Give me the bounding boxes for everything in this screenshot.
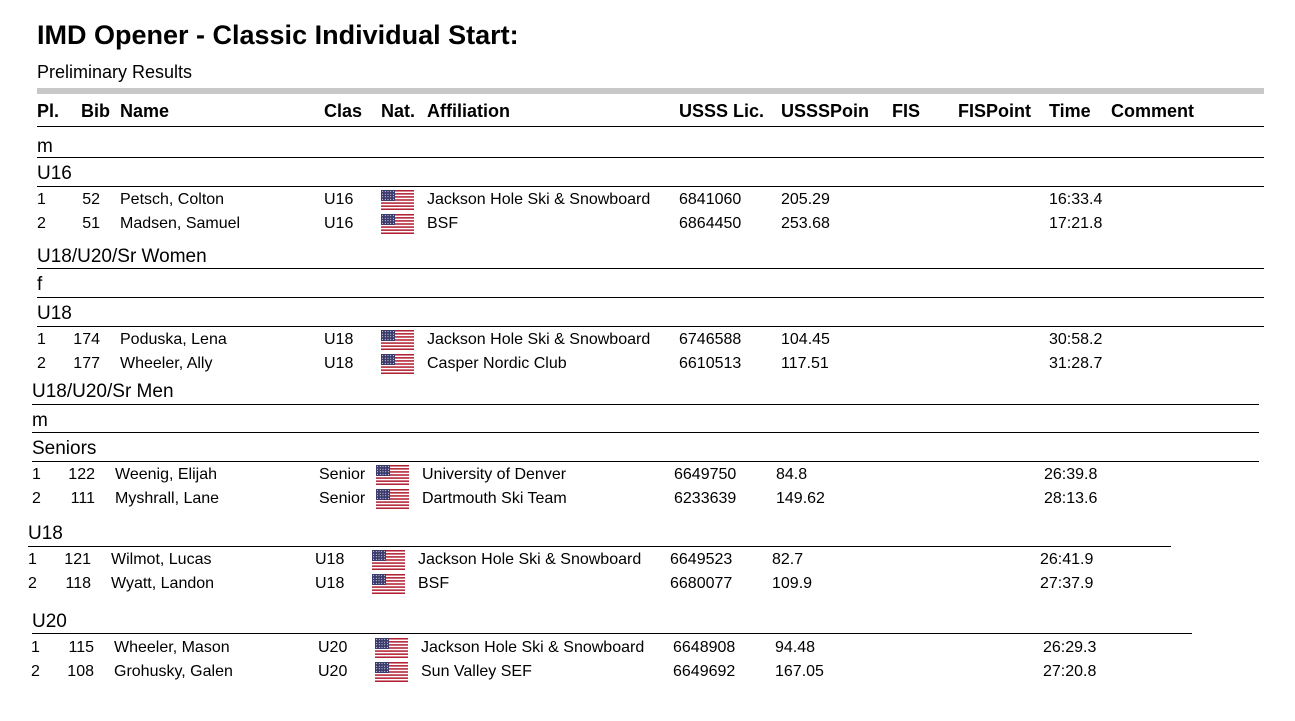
row-name: Weenig, Elijah [115, 466, 217, 483]
us-flag-icon [375, 662, 408, 682]
row-place: 2 [37, 215, 46, 232]
header-pl: Pl. [37, 101, 60, 121]
row-name: Grohusky, Galen [114, 663, 233, 680]
group-label: U16 [37, 163, 72, 184]
row-bib: 177 [73, 355, 100, 372]
row-time: 28:13.6 [1044, 490, 1098, 507]
row-bib: 52 [82, 191, 100, 208]
group-rule [32, 432, 1259, 433]
group-label: U20 [32, 611, 67, 632]
row-bib: 118 [65, 575, 91, 592]
row-usss-points: 82.7 [772, 551, 804, 568]
us-flag-icon [381, 214, 414, 234]
header-fis: FIS [892, 101, 921, 121]
row-class: U16 [324, 215, 354, 232]
group-label: m [32, 410, 48, 431]
row-bib: 122 [68, 466, 95, 483]
row-usss-points: 117.51 [781, 355, 829, 372]
row-name: Madsen, Samuel [120, 215, 241, 232]
row-affiliation: Dartmouth Ski Team [422, 490, 567, 507]
group-label: Seniors [32, 438, 97, 459]
header-bib: Bib [81, 101, 110, 121]
group-label: U18 [28, 523, 63, 544]
row-place: 1 [31, 639, 40, 656]
page-subtitle: Preliminary Results [37, 62, 193, 82]
header-rule [37, 126, 1264, 127]
header-fis-points: FISPoint [958, 101, 1031, 121]
row-time: 16:33.4 [1049, 191, 1103, 208]
group-rule [37, 297, 1264, 298]
us-flag-icon [376, 465, 409, 485]
row-usss-points: 253.68 [781, 215, 830, 232]
row-time: 26:39.8 [1044, 466, 1098, 483]
row-class: U20 [318, 663, 348, 680]
row-class: U18 [324, 331, 354, 348]
row-class: U18 [315, 575, 345, 592]
group-rule [32, 633, 1192, 634]
row-usss-license: 6680077 [670, 575, 733, 592]
row-usss-points: 149.62 [776, 490, 825, 507]
group-label: U18/U20/Sr Men [32, 381, 174, 402]
row-usss-points: 109.9 [772, 575, 813, 592]
row-bib: 115 [68, 639, 94, 656]
row-usss-license: 6841060 [679, 191, 742, 208]
row-affiliation: University of Denver [422, 466, 567, 483]
row-affiliation: Jackson Hole Ski & Snowboard [418, 551, 642, 568]
header-nat: Nat. [381, 101, 416, 121]
row-usss-points: 205.29 [781, 191, 830, 208]
row-name: Wheeler, Ally [120, 355, 213, 372]
row-affiliation: Sun Valley SEF [421, 663, 532, 680]
row-usss-license: 6864450 [679, 215, 742, 232]
row-affiliation: Jackson Hole Ski & Snowboard [421, 639, 645, 656]
group-label: U18/U20/Sr Women [37, 246, 207, 267]
us-flag-icon [372, 574, 405, 594]
row-bib: 174 [73, 331, 100, 348]
group-rule [32, 461, 1259, 462]
row-time: 31:28.7 [1049, 355, 1103, 372]
row-bib: 111 [70, 490, 95, 507]
row-time: 27:37.9 [1040, 575, 1094, 592]
row-place: 1 [32, 466, 41, 483]
group-label: m [37, 136, 53, 157]
header-usss-points: USSSPoin [781, 101, 870, 121]
row-name: Myshrall, Lane [115, 490, 220, 507]
row-usss-points: 104.45 [781, 331, 830, 348]
row-usss-points: 167.05 [775, 663, 824, 680]
row-class: U20 [318, 639, 348, 656]
row-bib: 121 [64, 551, 91, 568]
row-usss-license: 6649523 [670, 551, 733, 568]
us-flag-icon [372, 550, 405, 570]
row-name: Wyatt, Landon [111, 575, 215, 592]
row-name: Wilmot, Lucas [111, 551, 212, 568]
row-bib: 51 [82, 215, 100, 232]
row-place: 1 [37, 191, 46, 208]
row-name: Petsch, Colton [120, 191, 225, 208]
header-usss-lic: USSS Lic. [679, 101, 765, 121]
row-usss-license: 6649692 [673, 663, 736, 680]
row-class: U18 [324, 355, 354, 372]
row-affiliation: Jackson Hole Ski & Snowboard [427, 331, 651, 348]
row-place: 2 [37, 355, 46, 372]
row-time: 26:29.3 [1043, 639, 1097, 656]
row-class: U16 [324, 191, 354, 208]
us-flag-icon [381, 330, 414, 350]
row-usss-license: 6746588 [679, 331, 742, 348]
row-affiliation: BSF [418, 575, 450, 592]
us-flag-icon [381, 190, 414, 210]
group-rule [37, 186, 1264, 187]
group-rule [37, 326, 1264, 327]
header-time: Time [1049, 101, 1091, 121]
row-place: 2 [31, 663, 40, 680]
row-usss-license: 6610513 [679, 355, 742, 372]
group-rule [28, 546, 1171, 547]
header-clas: Clas [324, 101, 363, 121]
header-affiliation: Affiliation [427, 101, 510, 121]
group-rule [37, 268, 1264, 269]
row-class: U18 [315, 551, 345, 568]
row-time: 26:41.9 [1040, 551, 1094, 568]
row-usss-license: 6233639 [674, 490, 737, 507]
group-label: U18 [37, 303, 72, 324]
row-affiliation: Jackson Hole Ski & Snowboard [427, 191, 651, 208]
group-label: f [37, 274, 43, 295]
row-class: Senior [319, 466, 366, 483]
row-name: Wheeler, Mason [114, 639, 230, 656]
row-usss-points: 94.48 [775, 639, 816, 656]
row-usss-points: 84.8 [776, 466, 808, 483]
row-time: 17:21.8 [1049, 215, 1103, 232]
row-place: 2 [28, 575, 37, 592]
row-affiliation: Casper Nordic Club [427, 355, 567, 372]
us-flag-icon [381, 354, 414, 374]
group-rule [32, 404, 1259, 405]
page-title: IMD Opener - Classic Individual Start: [37, 20, 519, 50]
row-usss-license: 6649750 [674, 466, 737, 483]
row-time: 30:58.2 [1049, 331, 1103, 348]
row-bib: 108 [67, 663, 94, 680]
row-place: 1 [37, 331, 46, 348]
header-comment: Comment [1111, 101, 1195, 121]
us-flag-icon [376, 489, 409, 509]
row-class: Senior [319, 490, 366, 507]
row-place: 1 [28, 551, 37, 568]
row-time: 27:20.8 [1043, 663, 1097, 680]
row-name: Poduska, Lena [120, 331, 227, 348]
header-name: Name [120, 101, 170, 121]
header-bar [37, 88, 1264, 94]
group-rule [37, 157, 1264, 158]
us-flag-icon [375, 638, 408, 658]
row-place: 2 [32, 490, 41, 507]
row-usss-license: 6648908 [673, 639, 736, 656]
row-affiliation: BSF [427, 215, 459, 232]
